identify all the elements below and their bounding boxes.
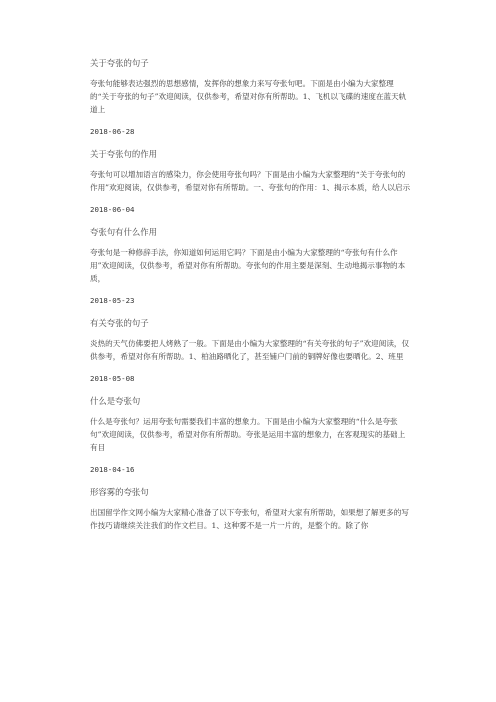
article-summary: 出国留学作文网小编为大家精心准备了以下夸张句，希望对大家有所帮助，如果想了解更多的写作技巧请继续关注我们的作文栏目。1、这种雾不是一片一片的，是整个的。除了你 (90, 508, 409, 530)
article-summary: 夸张句可以增加语言的感染力，你会使用夸张句吗？下面是由小编为大家整理的“关于夸张句的作用”欢迎阅读，仅供参考，希望对你有所帮助。一、夸张句的作用：1、揭示本质，给人以启示 (90, 170, 411, 192)
article-summary: 什么是夸张句？运用夸张句需要我们丰富的想象力。下面是由小编为大家整理的“什么是夸张句”欢迎阅读，仅供参考，希望对你有所帮助。夸张是运用丰富的想象力，在客观现实的基础上有目 (90, 417, 406, 452)
article-entry (90, 395, 412, 476)
article-summary: 夸张句是一种修辞手法，你知道如何运用它吗？下面是由小编为大家整理的“夸张句有什么作用”欢迎阅读，仅供参考，希望对你有所帮助。夸张句的作用主要是深刻、生动地揭示事物的本质， (90, 248, 406, 283)
article-date: 2018-05-23 (90, 296, 135, 305)
article-title[interactable]: 夸张句有什么作用 (90, 227, 157, 237)
article-title[interactable]: 有关夸张的句子 (90, 318, 149, 328)
article-entry (90, 148, 412, 216)
article-summary: 炎热的天气仿佛要把人烤熟了一般。下面是由小编为大家整理的“有关夸张的句子”欢迎阅读，仅供参考，希望对你有所帮助。1、柏油路晒化了，甚至铺户门前的铜牌好像也要晒化。2、班里 (90, 339, 410, 361)
article-summary: 夸张句能够表达强烈的思想感情，发挥你的想象力来写夸张句吧。下面是由小编为大家整理的“关于夸张的句子”欢迎阅读，仅供参考，希望对你有所帮助。1、飞机以飞碟的速度在蓝天轨道上 (90, 79, 407, 114)
article-date: 2018-05-08 (90, 374, 135, 383)
article-entry (90, 226, 412, 307)
article-entry (90, 57, 412, 138)
article-title[interactable]: 形容雾的夸张句 (90, 487, 149, 497)
article-title[interactable]: 关于夸张的句子 (90, 58, 149, 68)
article-entry (90, 486, 412, 532)
article-date: 2018-06-04 (90, 205, 135, 214)
article-list (90, 57, 412, 532)
article-entry (90, 317, 412, 385)
article-title[interactable]: 关于夸张句的作用 (90, 149, 157, 159)
article-date: 2018-04-16 (90, 465, 135, 474)
article-date: 2018-06-28 (90, 127, 135, 136)
article-title[interactable]: 什么是夸张句 (90, 396, 141, 406)
